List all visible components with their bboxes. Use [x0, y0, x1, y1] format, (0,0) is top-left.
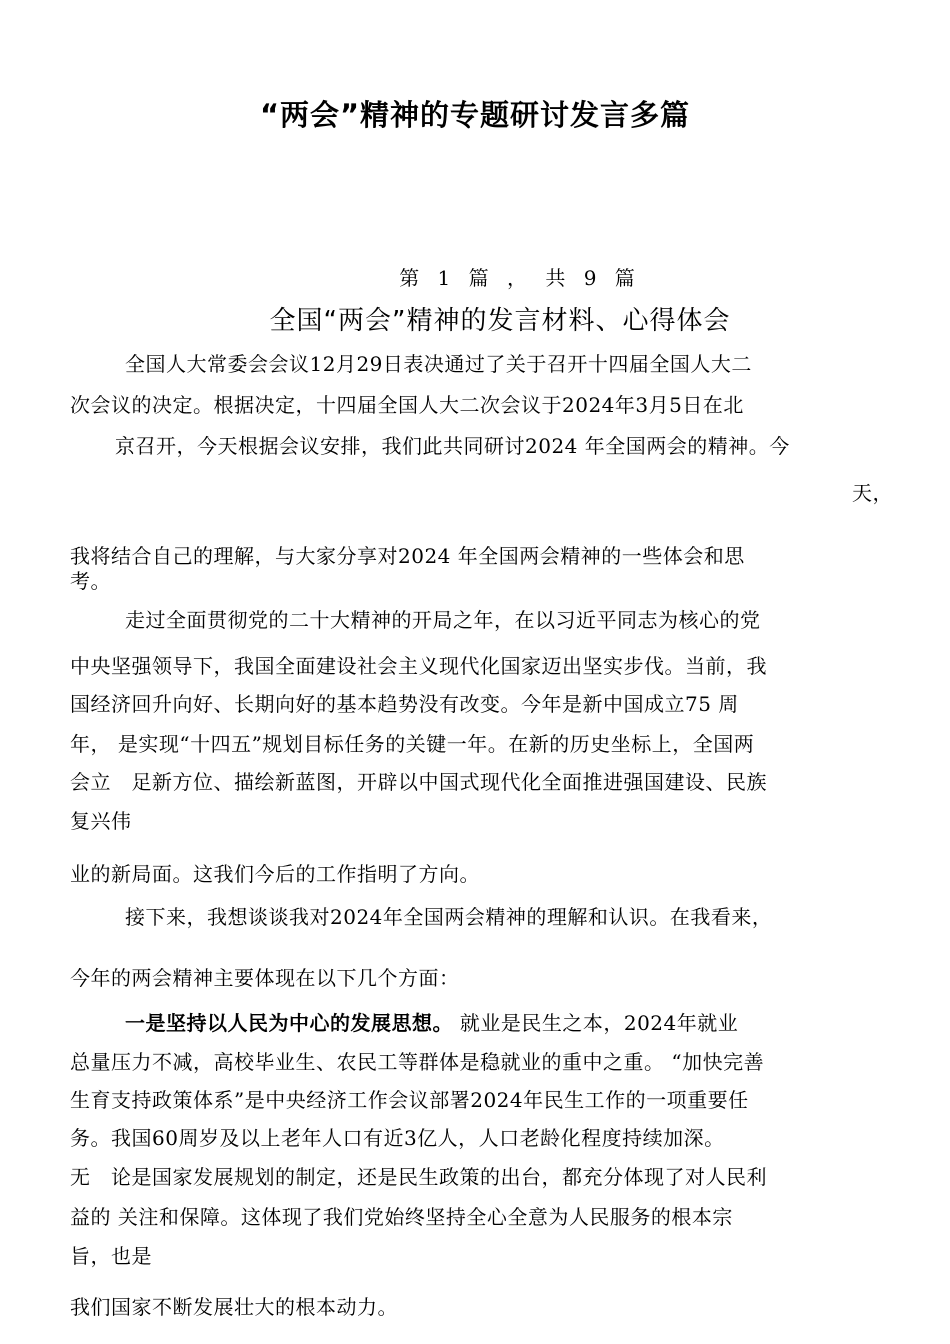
paragraph-line: 次会议的决定。根据决定，十四届全国人大二次会议于2024年3月5日在北 [70, 393, 744, 417]
paragraph-line: 我们国家不断发展壮大的根本动力。 [70, 1295, 398, 1319]
paragraph-line: 无 论是国家发展规划的制定，还是民生政策的出台，都充分体现了对人民利 [70, 1165, 767, 1189]
paragraph-line: 生育支持政策体系”是中央经济工作会议部署2024年民生工作的一项重要任 [70, 1088, 749, 1112]
paragraph-line: 走过全面贯彻党的二十大精神的开局之年，在以习近平同志为核心的党 [125, 608, 761, 632]
paragraph-line: 务。我国60周岁及以上老年人口有近3亿人，人口老龄化程度持续加深。 [70, 1126, 725, 1150]
paragraph-line: 考。 [70, 569, 111, 593]
bold-lead-text: 一是坚持以人民为中心的发展思想。 [125, 1011, 453, 1035]
paragraph-line: 益的 关注和保障。这体现了我们党始终坚持全心全意为人民服务的根本宗 [70, 1205, 733, 1229]
paragraph-line: 国经济回升向好、长期向好的基本趋势没有改变。今年是新中国成立75 周 [70, 692, 739, 716]
paragraph-line: 我将结合自己的理解，与大家分享对2024 年全国两会精神的一些体会和思 [70, 544, 745, 568]
article-title: 全国“两会”精神的发言材料、心得体会 [269, 306, 731, 336]
paragraph-line: 旨，也是 [70, 1244, 152, 1268]
paragraph-line-text: 就业是民生之本，2024年就业 [459, 1011, 739, 1035]
paragraph-line: 会立 足新方位、描绘新蓝图，开辟以中国式现代化全面推进强国建设、民族 [70, 770, 767, 794]
article-counter: 第 1 篇 ， 共 9 篇 [399, 266, 641, 290]
paragraph-line: 业的新局面。这我们今后的工作指明了方向。 [70, 862, 480, 886]
paragraph-line: 京召开，今天根据会议安排，我们此共同研讨2024 年全国两会的精神。今 [115, 434, 790, 458]
paragraph-line: 今年的两会精神主要体现在以下几个方面： [70, 966, 460, 990]
paragraph-line: 年， 是实现“十四五”规划目标任务的关键一年。在新的历史坐标上，全国两 [70, 732, 755, 756]
paragraph-line: 天， [852, 481, 893, 505]
paragraph-line: 中央坚强领导下，我国全面建设社会主义现代化国家迈出坚实步伐。当前，我 [70, 654, 767, 678]
paragraph-line: 总量压力不减，高校毕业生、农民工等群体是稳就业的重中之重。 “加快完善 [70, 1050, 765, 1074]
paragraph-line [125, 1011, 738, 1035]
paragraph-line: 接下来，我想谈谈我对2024年全国两会精神的理解和认识。在我看来， [125, 905, 773, 929]
document-title: “两会”精神的专题研讨发言多篇 [259, 98, 691, 132]
paragraph-line: 全国人大常委会会议12月29日表决通过了关于召开十四届全国人大二 [125, 352, 752, 376]
paragraph-line: 复兴伟 [70, 809, 132, 833]
